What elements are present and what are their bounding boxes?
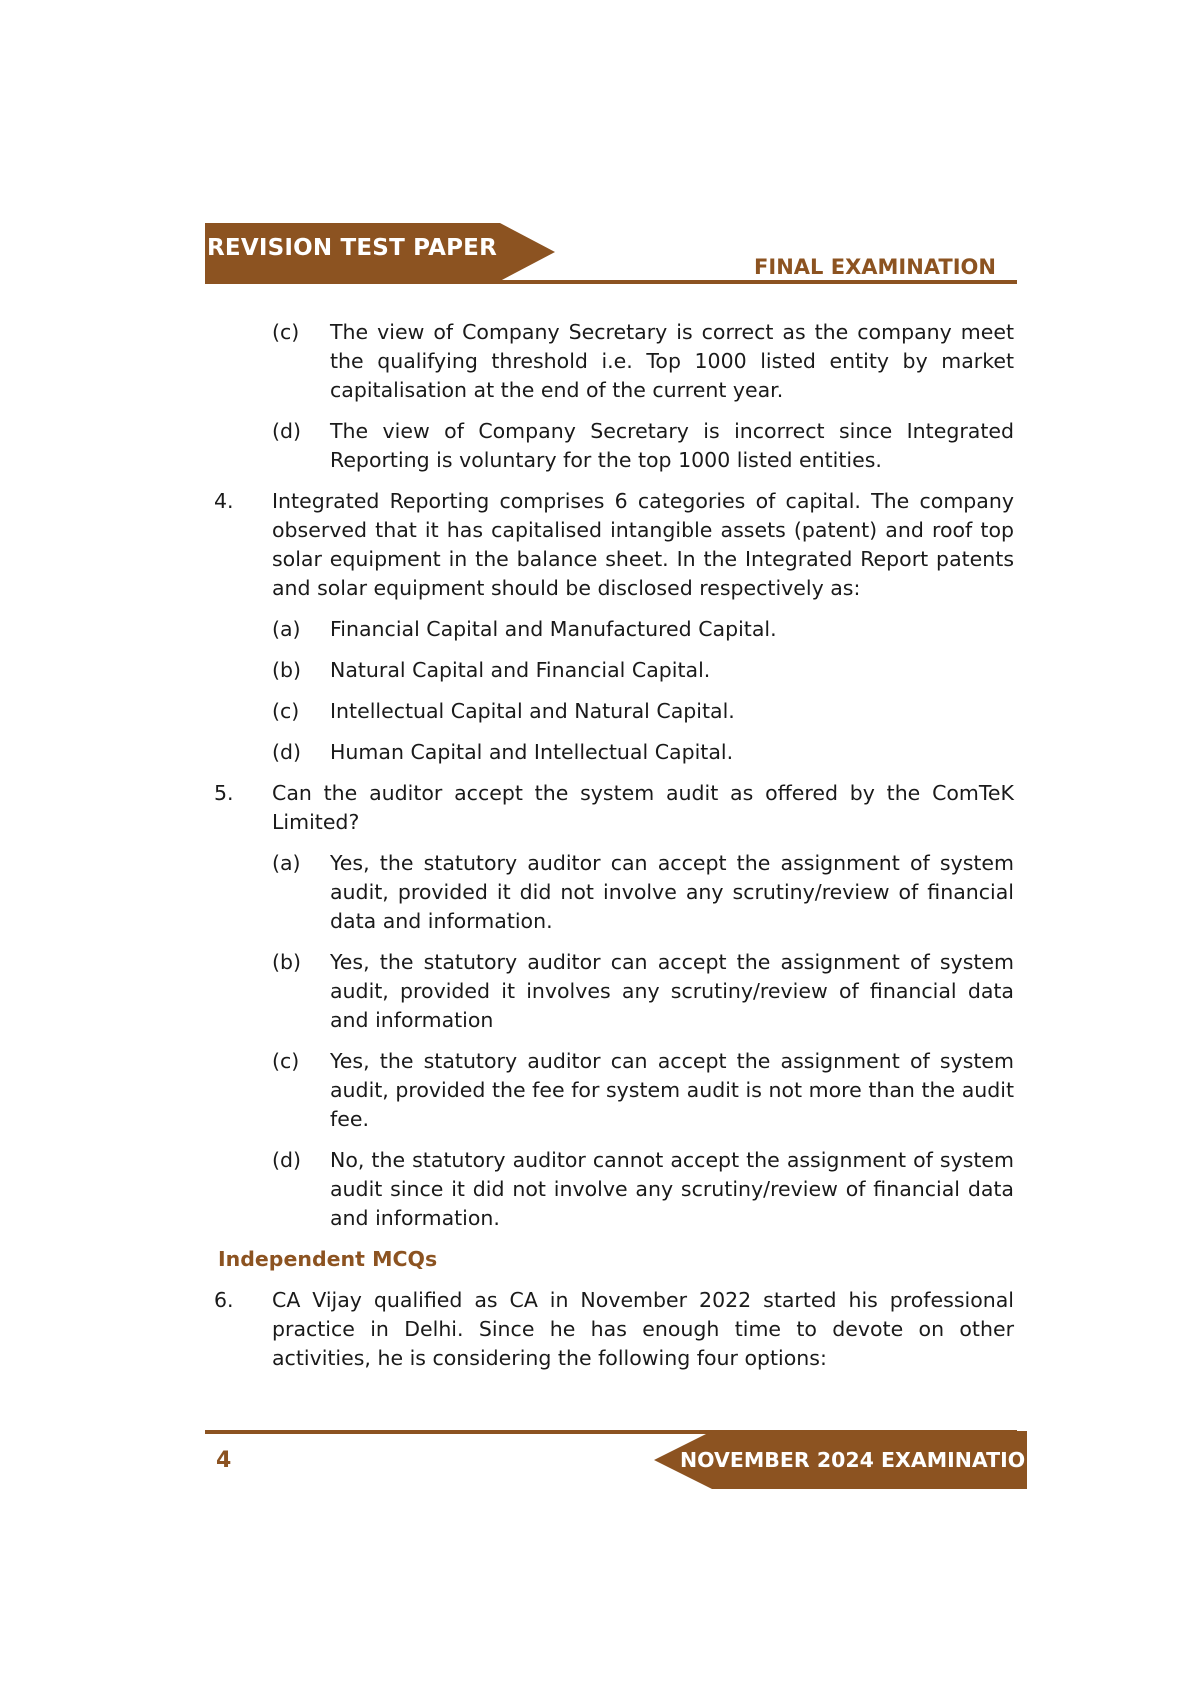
header-rule [205,280,1017,284]
header-left-title: REVISION TEST PAPER [207,235,497,261]
question-5 [214,779,1014,1233]
header-right-title: FINAL EXAMINATION [754,255,996,279]
question-number: 6. [214,1288,234,1312]
option-text: Human Capital and Intellectual Capital. [330,740,734,764]
option-item [272,417,1014,475]
question-6 [214,1286,1014,1373]
section-heading: Independent MCQs [218,1247,438,1271]
option-item [272,1146,1014,1233]
question-number: 4. [214,489,234,513]
option-label: (d) [272,1148,302,1172]
option-label: (d) [272,740,302,764]
option-text: No, the statutory auditor cannot accept the assignment of system audit since it did not involve any scrutiny/review of financial data and information. [330,1148,1014,1230]
option-item [272,738,1014,767]
page-number: 4 [216,1448,232,1473]
option-text: Yes, the statutory auditor can accept the assignment of system audit, provided it involves any scrutiny/review of financial data and information [330,950,1014,1032]
option-item [272,1047,1014,1134]
option-text: Financial Capital and Manufactured Capital. [330,617,777,641]
footer-exam-label: NOVEMBER 2024 EXAMINATION [680,1448,1043,1472]
option-text: Natural Capital and Financial Capital. [330,658,711,682]
option-item [272,849,1014,936]
question-text: Can the auditor accept the system audit as offered by the ComTeK Limited? [272,781,1014,834]
option-label: (b) [272,658,302,682]
option-label: (c) [272,699,300,723]
question-4 [214,487,1014,767]
question-text: CA Vijay qualified as CA in November 2022 started his professional practice in Delhi. Since he has enough time to devote on other activities, he is considering the following four options: [272,1288,1014,1370]
option-text: Intellectual Capital and Natural Capital. [330,699,735,723]
option-item [272,697,1014,726]
option-item [272,948,1014,1035]
option-label: (b) [272,950,302,974]
page-content [214,318,1014,1385]
question-number: 5. [214,781,234,805]
option-label: (c) [272,1049,300,1073]
option-item [272,318,1014,405]
option-label: (a) [272,617,301,641]
option-label: (c) [272,320,300,344]
option-item [272,656,1014,685]
option-text: The view of Company Secretary is incorrect since Integrated Reporting is voluntary for the top 1000 listed entities. [330,419,1014,472]
option-text: Yes, the statutory auditor can accept the assignment of system audit, provided it did not involve any scrutiny/review of financial data and information. [330,851,1014,933]
option-text: Yes, the statutory auditor can accept the assignment of system audit, provided the fee for system audit is not more than the audit fee. [330,1049,1014,1131]
question-text: Integrated Reporting comprises 6 categories of capital. The company observed that it has capitalised intangible assets (patent) and roof top solar equipment in the balance sheet. In the Integrated Report patents and solar equipment should be disclosed respectively as: [272,489,1014,600]
option-label: (a) [272,851,301,875]
option-label: (d) [272,419,302,443]
option-item [272,615,1014,644]
option-text: The view of Company Secretary is correct as the company meet the qualifying threshold i.e. Top 1000 listed entity by market capitalisation at the end of the current year. [330,320,1014,402]
